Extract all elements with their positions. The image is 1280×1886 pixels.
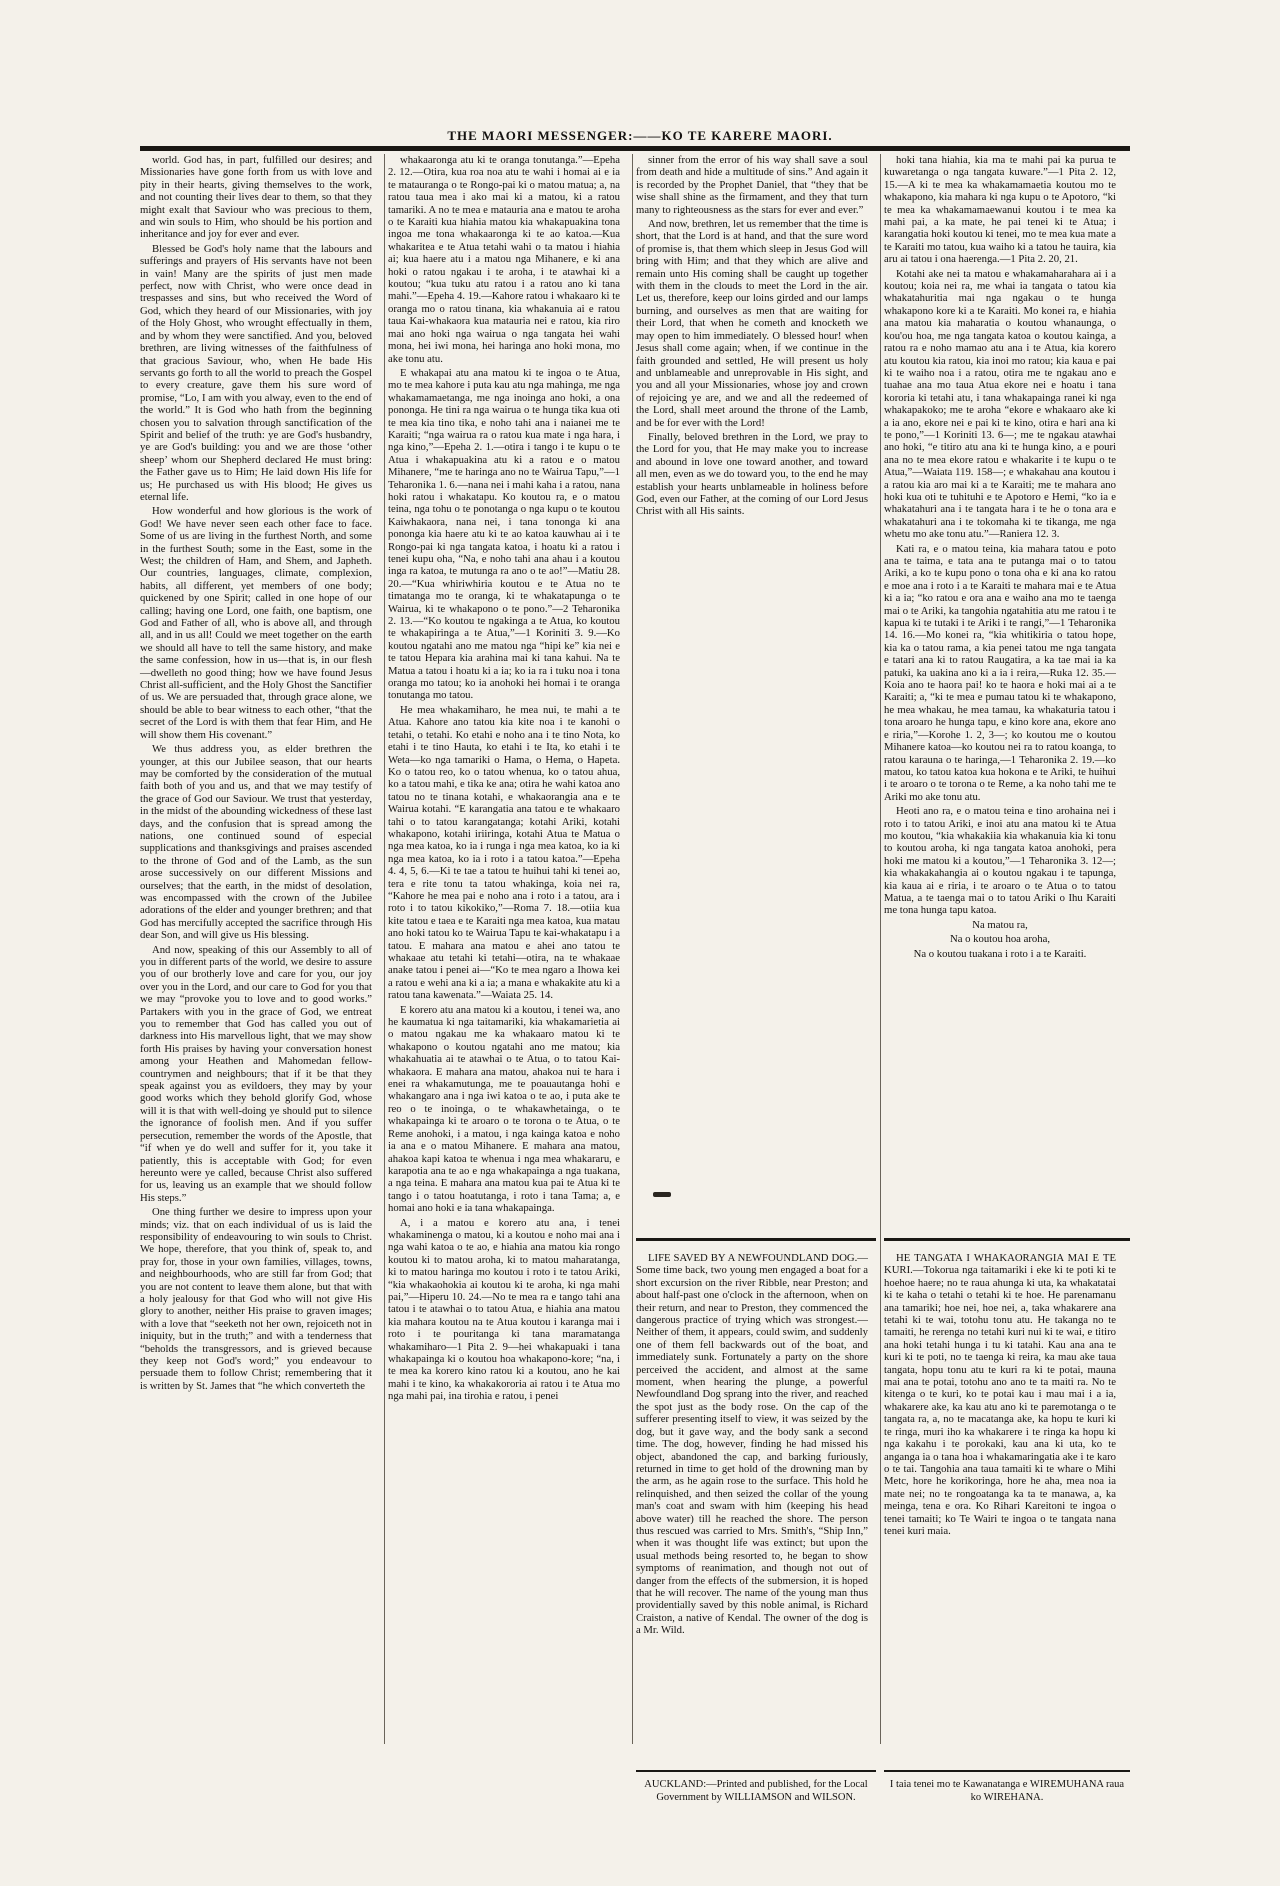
masthead-rule: [140, 146, 1130, 151]
paragraph: And now, brethren, let us remember that the time is short, that the Lord is at hand, and that the sure word of promise is, that them which sleep in Jesus God will bring with Him; and that they which are alive and remain unto His coming shall be caught up together with them in the clouds to meet the Lord in the air. Let us, therefore, keep our loins girded and our lamps burning, and ourselves as men that are waiting for their Lord, that when he cometh and knocketh we may open to him immediately. O blessed hour! when Jesus shall come again; when, if we continue in the faith grounded and settled, He will present us holy and unblameable and unreprovable in His sight, and you and all your Missionaries, whose joy and crown of rejoicing ye are, and we and all the redeemed of the Lord, shall meet around the throne of the Lamb, and be for ever with the Lord!: [636, 218, 868, 429]
imprint-english: [636, 1778, 876, 1804]
imprint-line: AUCKLAND:—Printed and published, for the Local: [644, 1779, 868, 1790]
closing-line: Na matou ra,: [972, 918, 1028, 931]
paragraph: Blessed be God's holy name that the labours and sufferings and prayers of His servants have not been in vain! Many are the spirits of just men made perfect, now with Christ, who were once dead in trespasses and sins, but who received the Word of God, which they heard of our Missionaries, with joy of the Holy Ghost, who wrought effectually in them, and by whom they were sanctified. And you, beloved brethren, are living witnesses of the faithfulness of that gracious Saviour, who, when He bade His servants go forth to all the world to preach the Gospel to every creature, gave them his sure word of promise, “Lo, I am with you alway, even to the end of the world.” It is God who hath from the beginning chosen you to salvation through sanctification of the Spirit and belief of the truth: ye are God's husbandry, ye are God's building: you and we are those ‘other sheep’ whom our Shepherd declared He must bring: the Father gave us to Him; He laid down His life for us; He purchased us with His blood; He gives us eternal life.: [140, 242, 372, 503]
paragraph: How wonderful and how glorious is the work of God! We have never seen each other face to face. Some of us are living in the furthest North, and some in the furthest South; some in the East, some in the West; the children of Ham, and Shem, and Japheth. Our countries, languages, climate, complexion, habits, all different, yet members of one body; quickened by one Spirit; called in one hope of our calling; having one Lord, one faith, one baptism, one God and Father of all, who is above all, and through all, and in us all! Could we meet together on the earth we should all have to tell the same history, and make the same confession, how in us—that is, in our flesh—dwelleth no good thing; how we have found Jesus Christ all-sufficient, and the Holy Ghost the Sanctifier of us. We are persuaded that, through grace alone, we should be able to bear witness to each other, “that the secret of the Lord is with them that fear Him, and He will show them His covenant.”: [140, 505, 372, 741]
imprint-line: ko WIREHANA.: [970, 1792, 1044, 1803]
paragraph: E whakapai atu ana matou ki te ingoa o te Atua, mo te mea kahore i puta kau atu nga mahinga, me nga whakamamaetanga, me nga inoinga ano hoki, a ona pononga. He tini ra nga wairua o te hunga tika kua oti te mea kia tino tika, e noho tahi ana i naianei me te Karaiti; “nga wairua ra o ratou kua mate i nga hara, i nga kino,”—Epeha 2. 1.—otira i tango i te kupu o te Atua i whakapuakina atu ki a ratou e o matou Mihanere, “me te haringa ano no te Wairua Tapu,”—1 Teharonika 1. 6.—nana nei i mahi kaha i a ratou, nana hoki ratou i whakatapu. Ko koutou ra, e o matou teina, nga tohu o te ponotanga o nga kupu o te koutou Kaiwhakaora, nana nei, i tana tononga ki ana pononga kia haere atu ki te ao katoa kauwhau ai i te Rongo-pai ki nga tangata katoa, i hoatu ki a ratou i tenei kupu oha, “Na, e noho tahi ana ahau i a koutou inga ra katoa, te mutunga ra ano o te ao!”—Matiu 28. 20.—“Kua whiriwhiria koutou e te Atua no te timatanga mo te oranga, ki te whakatapunga o te Wairua, ki te whakapono o te pono.”—2 Teharonika 2. 13.—“Ko koutou te ngakinga a te Atua, ko koutou te whakapiringa a te Atua,”—1 Koriniti 3. 9.—Ko koutou ngatahi ano me matou nga “hipi ke” kia nei e te tatou Hepara kia arahina mai ki tana kahui. Na te Matua a tatou i hoatu ki a ia; ko ia ra i tuku noa i tona oranga mo tatou; ko ia anohoki hei homai i te oranga tonutanga mo tatou.: [388, 366, 620, 702]
paragraph: hoki tana hiahia, kia ma te mahi pai ka purua te kuwaretanga o nga tangata kuware.”—1 Pita 2. 12, 15.—A ki te mea ka whakamamaetia koutou mo te whakapono, kia mahara ki nga kupu o te Apotoro, “ki te mea ka whakamamaewanui koutou i te mea ka mahi pai, a ka mate, he pai tenei ki te Atua; i karangatia hoki koutou ki tenei, mo te mea kua mate a te Karaiti mo tatou, kua waiho ki a tatou he tauira, kia aru ai tatou i ona haerenga.—1 Pita 2. 20, 21.: [884, 154, 1116, 266]
paragraph: E korero atu ana matou ki a koutou, i tenei wa, ano he kaumatua ki nga taitamariki, kia whakamarietia ai o matou ngakau me ka whakaaro matou ki te whakapono o koutou ngatahi ano me matou; kia whakahuatia ai te atawhai o te Atua, o to tatou Kai-whakaora. E mahara ana matou, ahakoa nui te hara i enei ra whakamutunga, me te poauautanga hohi e whakangaro ana i nga iwi katoa o te ao, i puta ake te reo o te inoinga, o te whakawhetainga, o te whakapainga ki te aroaro o te torona o te Atua, o te Reme anohoki, i a matou, i nga kainga katoa e noho ia ana e o matou Mihanere. E mahara ana matou, ahakoa kapi katoa te whenua i nga mea whakararu, e karapotia ana te ao e nga whakapainga a nga tuakana, a nga teina. E mahara ana matou kua pai te Atua ki te tango i o tatou hoatutanga, i roto i tana Tama; a, e homai ano hoki e ia tana whakapainga.: [388, 1003, 620, 1215]
column-divider: [632, 154, 633, 1744]
paragraph: Finally, beloved brethren in the Lord, we pray to the Lord for you, that He may make you to increase and abound in love one toward another, and toward all men, even as we do toward you, to the end he may establish your hearts unblameable in holiness before God, even our Father, at the coming of our Lord Jesus Christ with all His saints.: [636, 430, 868, 518]
paragraph: Heoti ano ra, e o matou teina e tino arohaina nei i roto i to tatou Ariki, e inoi atu ana matou ki te Atua mo koutou, “kia whakakiia kia whakanuia kia ki tonu to koutou aroha, ki nga tangata katoa anohoki, pera hoki me matou ki a koutou,”—1 Teharonika 3. 12—; kia whakakahangia ai o koutou ngakau i te tapunga, kia kaua ai e riria, i te aroaro o te Atua o to tatou Matua, a te taenga mai o to tatou Ariki o Ihu Karaiti me tona hunga tapu katoa.: [884, 805, 1116, 917]
article-body: HE TANGATA I WHAKAORANGIA MAI E TE KURI.—Tokorua nga taitamariki i eke ki te poti ki te hoehoe haere; no te raua ahunga ki uta, ka whakatatai ki te kaha o tetahi o tetahi ki te hoe. He parenamanu ana tamariki; hoe nei, hoe nei, a, taka whakarere ana tetahi ki te wai, totohu tonu atu. He takanga no te tamaiti, he rerenga no tetahi kuri nui ki te wai, e titiro ana hoki tetahi hunga i tu ki tatahi. Kau ana ana te kuri ki te poti, no te taenga ki reira, ka mau ake taua tangata, hopu tonu atu te kuri ra ki te potai, mauna mai ana te potai, totohu ano ano te ta maiti ra. No te kitenga o te kuri, ko te potai kau i mau mai i a ia, whakarere ake, ka kau atu ano ki te paremotanga o te tangata ra, a, no te macatanga ake, ka hopu te kuri ki te ringa, muri iho ka whakarere i te ringa ka hopu ki nga kakahu i te porokaki, kau ana ki uta, ko te anganga ia o tana hoa i whakamaringatia ake i te karo o te tai. Tangohia ana taua tamaiti ki te whare o Mihi Metc, hore he korikoringa, hore he aha, mea noa ia mate nei; no te rongoatanga ka ta te manawa, a, ka meinga, tena e ora. Ko Rihari Kareitoni te ingoa o tenei tamaiti; ko Te Wairi te ingoa o te tangata nana tenei kuri maia.: [884, 1252, 1116, 1537]
closing-line: Na o koutou hoa aroha,: [949, 933, 1051, 946]
imprint-line: I taia tenei mo te Kawanatanga e WIREMUHANA raua: [889, 1779, 1125, 1790]
imprint-rule: [884, 1770, 1130, 1772]
paragraph: Kotahi ake nei ta matou e whakamaharahara ai i a koutou; koia nei ra, me whai ia tangata o tatou kia whakatahuritia mai nga ngakau o te hunga whakapono kore ki a te Karaiti. Mo konei ra, e hiahia ana matou kia maharatia o koutou whanaunga, o kou'ou hoa, me nga tangata katoa o koutou kainga, a ratou ra e noho mamao atu ana i te Atua, kia korero atu koutou kia ratou, kia inoi mo ratou; kia kaua e pai ki te waiho noa i a ratou, otira me te ngakau ano e tuahae ana mo taua Atua ekore nei e hoatu i tana kororia ki tetahi atu, i tana whakapainga ranei ki nga whakapakoko; me te aroha “ekore e whakaaro ake ki a ia ano, ekore nei e pai ki te kino, otira e hari ana ki te pono,”—1 Koriniti 13. 6—; me te ngakau atawhai ano hoki, “e titiro atu ana ki te hunga kino, a e pouri ana no te mea ekore ratou e whakarite i te kupu o te Atua,”—Waiata 119. 158—; e whakahau ana koutou i a ratou kia aro mai ki a te Karaiti; me te mahara ano hoki kua oti te tuhituhi e te Apotoro e Hemi, “ko ia e whakatahuri ana i te tangata hara i te he o tona ara e whakatahuri ana i te tokomaha ki te tikanga, me nga whetu mo ake tonu atu.”—Raniera 12. 3.: [884, 267, 1116, 541]
section-rule: [884, 1238, 1130, 1241]
dog-article: [636, 1252, 868, 1639]
paragraph: One thing further we desire to impress upon your minds; viz. that on each individual of us is laid the responsibility of endeavouring to win souls to Christ. We hope, therefore, that you think of, speak to, and pray for, those in your own families, villages, towns, and neighbourhoods, who are still far from God; that you are not content to leave them alone, but that with a holy jealousy for that God who will not give His glory to another, neither His praise to graven images; with a love that “seeketh not her own, rejoiceth not in iniquity, but in the truth;” and with a tenderness that “beholds the transgressors, and is grieved because they keep not God's word;” you endeavour to persuade them to follow Christ; remembering that it is written by St. James that “he which converteth the: [140, 1206, 372, 1392]
paragraph: He mea whakamiharo, he mea nui, te mahi a te Atua. Kahore ano tatou kia kite noa i te kanohi o tetahi, o tetahi. Ko etahi e noho ana i te tino Nota, ko etahi i te tino Hauta, ko etahi i te Ita, ko etahi i te Weta—ko nga tamariki o Hama, o Hema, o Hapeta. Ko o tatou reo, ko o tatou whenua, ko o tatou ahua, ko a tatou mahi, e tika ke ana; otira he wahi katoa ano tatou no te tinana kotahi, e whakaorangia ana e te Wairua kotahi. “E karangatia ana tatou e te whakaaro tahi o to tatou karangatanga; kotahi Ariki, kotahi whakapono, kotahi iriiringa, kotahi Atua te Matua o nga mea katoa, ko ia i runga i nga mea katoa, ko ia ki nga mea katoa, ko ia i roto i a tatou katoa.”—Epeha 4. 4, 5, 6.—Ki te tae a tatou te huihui tahi ki tenei ao, tera e rite tonu ta tatou whakinga, koia nei ra, “Kahore he mea pai e noho ana i roto i a tatou, ara i roto i to tatou kikokiko,”—Roma 7. 18.—otiia kua kite tatou e taea e te Karaiti nga mea katoa, kua matau ano hoki tatou ko te Wairua Tapu te kai-whakatapu i a tatou. E mahara ana matou e ahei ano tatou te whakaae atu tetahi ki tetahi—otira, na te whakaae anake tatou i penei ai—“Ko te mea ngaro a Ihowa kei a ratou e wehi ana ki a ia; a mana e whakakite atu ki a ratou tana kawenata.”—Waiata 25. 14.: [388, 703, 620, 1002]
imprint-rule: [636, 1770, 876, 1772]
column-3: [636, 154, 868, 520]
kuri-article: [884, 1252, 1116, 1539]
paragraph: And now, speaking of this our Assembly to all of you in different parts of the world, we desire to assure you of our brotherly love and care for you, our joy over you in the Lord, and our care to God for you that we may “provoke you to love and to good works.” Partakers with you in the grace of God, we entreat you to remember that God has called you out of darkness into His marvellous light, that we may show forth His praises by having your conversation honest among your Heathen and Mahomedan fellow-countrymen and neighbours; that if it be that they speak against you as evildoers, they may by your good works which they behold glorify God, whose will it is that with well-doing ye should put to silence the ignorance of foolish men. And if you suffer persecution, remember the words of the Apostle, that “if when ye do well and suffer for it, you take it patiently, this is acceptable with God; for even hereunto were ye called, because Christ also suffered for us, leaving us an example that we should follow His steps.”: [140, 943, 372, 1204]
ink-blot: [653, 1192, 671, 1197]
section-rule: [636, 1238, 876, 1241]
paragraph: world. God has, in part, fulfilled our desires; and Missionaries have gone forth from us with love and pity in their hearts, giving themselves to the work, and not counting their lives dear to them, so that they might exalt that Saviour who was precious to them, and win souls to Him, who should be his portion and inheritance and joy for ever and ever.: [140, 154, 372, 241]
column-4: [884, 154, 1116, 962]
closing-line: Na o koutou tuakana i roto i a te Karaiti.: [913, 947, 1087, 960]
column-1: [140, 154, 372, 1394]
imprint-maori: [884, 1778, 1130, 1804]
paragraph: Kati ra, e o matou teina, kia mahara tatou e poto ana te taima, e tata ana te putanga mai o to tatou Ariki, a ko te kupu pono o tona oha e ki ana ko ratou e moe ana i roto i a te Karaiti te mahara mai e te Atua ki a ia; “ko ratou e ora ana e waiho ana mo te taenga mai o te Ariki, ka tangohia ngatahitia atu me ratou i te kapua ki te tutaki i te Ariki i te rangi,”—1 Teharonika 14. 16.—Mo konei ra, “kia whitikiria o tatou hope, kia ka o tatou rama, a kia penei tatou me nga tangata e tatari ana ki to ratou Raugatira, a ka tae mai ia ka patuki, ka uakina ano ki a ia i reira,—Ruka 12. 35.—Koia ano te haora pai! ko te haora e hoki mai ai a te Karaiti; a, “ki te mea e pumau tatou ki te whakapono, he mea whakau, he mea tamau, ka whakaturia tatou i tona aroaro he hunga tapu, e kino kore ana, ekore ano e riria,”—Korohe 1. 2, 3—; ko koutou me o koutou Mihanere katoa—ko koutou nei ra to ratou koanga, to ratou karauna o te haringa,—1 Teharonika 2. 19.—ko matou, ko tatou katoa kua hokona e te Ariki, te huihui i te aroaro o te torona o te Reme, a ka noho tahi me te Ariki mo ake tonu atu.: [884, 542, 1116, 803]
column-divider: [880, 154, 881, 1744]
imprint-line: Government by WILLIAMSON and WILSON.: [656, 1792, 856, 1803]
paragraph: We thus address you, as elder brethren the younger, at this our Jubilee season, that our hearts may be comforted by the consideration of the mutual faith both of you and us, and that we may testify of the grace of God our Saviour. We trust that yesterday, in the midst of the abounding wickedness of these last days, and the confusion that is spread among the nations, one continued sound of especial supplications and thanksgivings and praises ascended to the throne of God and of the Lamb, as the sun arose successively on our different Missions and ourselves; that the earth, in the midst of desolation, was encompassed with the crown of the Jubilee adorations of the elder and younger brethren; and that God has mercifully accepted the sacrifice through His dear Son, and will give us His blessing.: [140, 743, 372, 942]
article-body: LIFE SAVED BY A NEWFOUNDLAND DOG.—Some time back, two young men engaged a boat for a short excursion on the river Ribble, near Preston; and about half-past one o'clock in the afternoon, when on their return, and near to Preston, they commenced the dangerous practice of trying which was strongest.—Neither of them, it appears, could swim, and suddenly one of them fell backwards out of the boat, and immediately sunk. Fortunately a party on the shore perceived the accident, and almost at the same moment, when hearing the plunge, a powerful Newfoundland Dog sprang into the river, and reached the spot just as the body rose. On the cap of the sufferer presenting itself to view, it was seized by the dog, but it gave way, and the body sank a second time. The dog, however, finding he had missed his object, abandoned the cap, and barking furiously, returned in time to get hold of the drowning man by the arm, as he again rose to the surface. This hold he relinquished, and then seized the collar of the young man's coat and swam with him (keeping his head above water) till he reached the shore. The person thus rescued was carried to Mrs. Smith's, “Ship Inn,” when it was thought life was extinct; but upon the usual methods being resorted to, he began to show symptoms of reanimation, and though not out of danger from the effects of the submersion, it is hoped that he will recover. The name of the young man thus providentially saved by this noble animal, is Richard Craiston, a native of Kendal. The owner of the dog is a Mr. Wild.: [636, 1252, 868, 1637]
paragraph: whakaaronga atu ki te oranga tonutanga.”—Epeha 2. 12.—Otira, kua roa noa atu te wahi i homai ai e ia te matauranga o te Rongo-pai ki o matou matua; a, na ratou taua mea i ako mai ki a matou, ki a ratou tamariki. A no te mea e matauria ana e matou te aroha o te Karaiti kua hiahia matou kia whakapuakina tona ingoa me tona whakaaronga ki te ao katoa.—Kua whakaritea e te Atua tetahi wahi o ta matou i hiahia ai; kua haere atu i a matou nga Mihanere, e ki ana hoki o ratou ngakau i te aroha, i te atawhai ki a koutou; “kua tuku atu ratou i a ratou ano ki tana mahi.”—Epeha 4. 19.—Kahore ratou i whakaaro ki te oranga mo o ratou tinana, kia whakanuia ai e ratou taua Kai-whakaora kua matauria nei e ratou, kia riro mai ano hoki nga wairua o nga tangata hei wahi mona, hei iwi mona, hei haringa ano hoki mona, mo ake tonu atu.: [388, 154, 620, 365]
masthead: THE MAORI MESSENGER:——KO TE KARERE MAORI.: [447, 128, 833, 143]
column-divider: [384, 154, 385, 1744]
paragraph: sinner from the error of his way shall save a soul from death and hide a multitude of sins.” And again it is recorded by the Prophet Daniel, that “they that be wise shall shine as the firmament, and they that turn many to righteousness as the stars for ever and ever.”: [636, 154, 868, 216]
paragraph: A, i a matou e korero atu ana, i tenei whakaminenga o matou, ki a koutou e noho mai ana i nga wahi katoa o te ao, e hiahia ana matou kia rongo koutou ki to matou aroha, ki to matou maharatanga, ki to matou haringa mo koutou i roto i te tatou Ariki, “kia whakaohokia ai koutou ki te aroha, ki nga mahi pai,”—Hiperu 10. 24.—No te mea ra e tango tahi ana tatou i te atawhai o to tatou Atua, e hiahia ana matou kia mahara koutou na te Atua koutou i karanga mai i roto i te pouritanga ki tana maramatanga whakamiharo—1 Pita 2. 9—hei whakapuaki i tana whakapainga ki o koutou hoa whakapono-kore; “na, i te mea ka korero kino ratou ki a koutou, ano he kai mahi i te kino, ka whakakororia ai ratou i te Atua mo nga mahi pai, ina tirohia e ratou, i penei: [388, 1216, 620, 1403]
column-2: [388, 154, 620, 1405]
